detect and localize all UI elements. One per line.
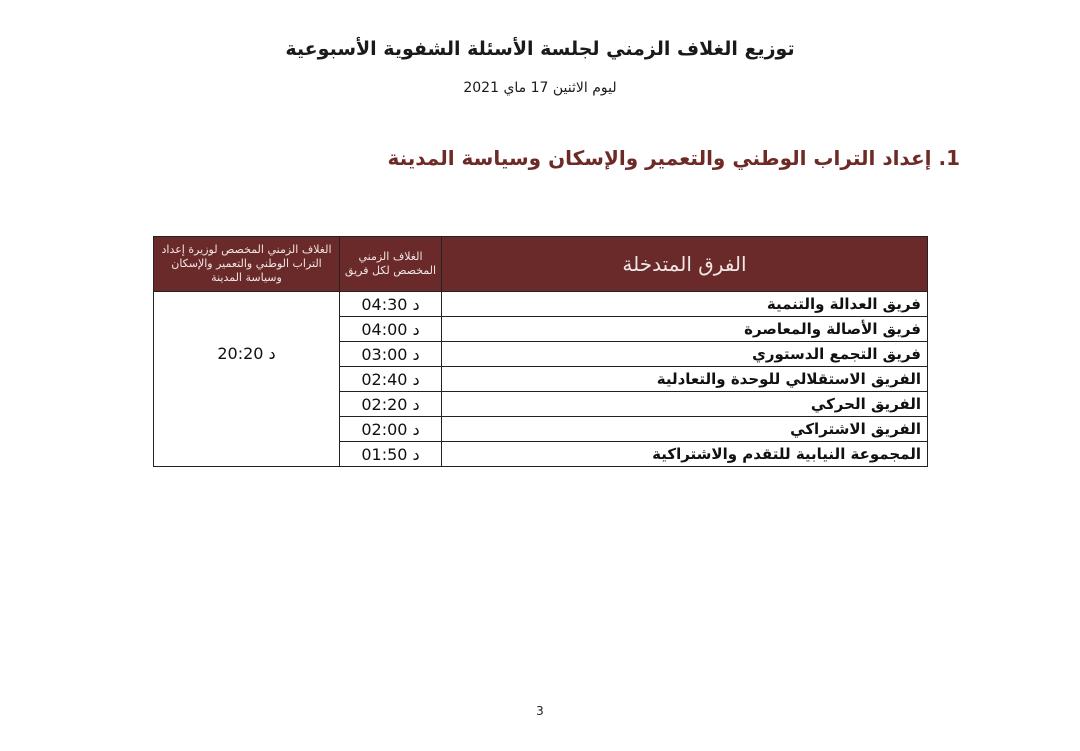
section-heading: 1. إعداد التراب الوطني والتعمير والإسكان وسياسة المدينة (387, 146, 960, 170)
team-time: 03:00 د (340, 342, 442, 367)
team-name: الفريق الاشتراكي (442, 417, 928, 442)
document-subtitle: ليوم الاثنين 17 ماي 2021 (463, 80, 617, 96)
team-name: الفريق الحركي (442, 392, 928, 417)
team-name: فريق الأصالة والمعاصرة (442, 317, 928, 342)
header-ministry-slot: الغلاف الزمني المخصص لوزيرة إعداد التراب الوطني والتعمير والإسكان وسياسة المدينة (154, 237, 340, 292)
header-team-slot: الغلاف الزمني المخصص لكل فريق (340, 237, 442, 292)
time-allocation-table (153, 236, 928, 467)
team-time: 02:00 د (340, 417, 442, 442)
team-name: فريق العدالة والتنمية (442, 292, 928, 317)
page-number: 3 (536, 704, 544, 718)
team-time: 04:00 د (340, 317, 442, 342)
team-time: 01:50 د (340, 442, 442, 467)
team-name: فريق التجمع الدستوري (442, 342, 928, 367)
team-name: المجموعة النيابية للتقدم والاشتراكية (442, 442, 928, 467)
team-time: 04:30 د (340, 292, 442, 317)
team-time: 02:40 د (340, 367, 442, 392)
ministry-total: 20:20 د (154, 292, 340, 467)
document-title: توزيع الغلاف الزمني لجلسة الأسئلة الشفوية الأسبوعية (285, 38, 795, 60)
table-header-row (154, 237, 928, 292)
team-name: الفريق الاستقلالي للوحدة والتعادلية (442, 367, 928, 392)
table-row (154, 292, 928, 317)
header-teams: الفرق المتدخلة (442, 237, 928, 292)
team-time: 02:20 د (340, 392, 442, 417)
